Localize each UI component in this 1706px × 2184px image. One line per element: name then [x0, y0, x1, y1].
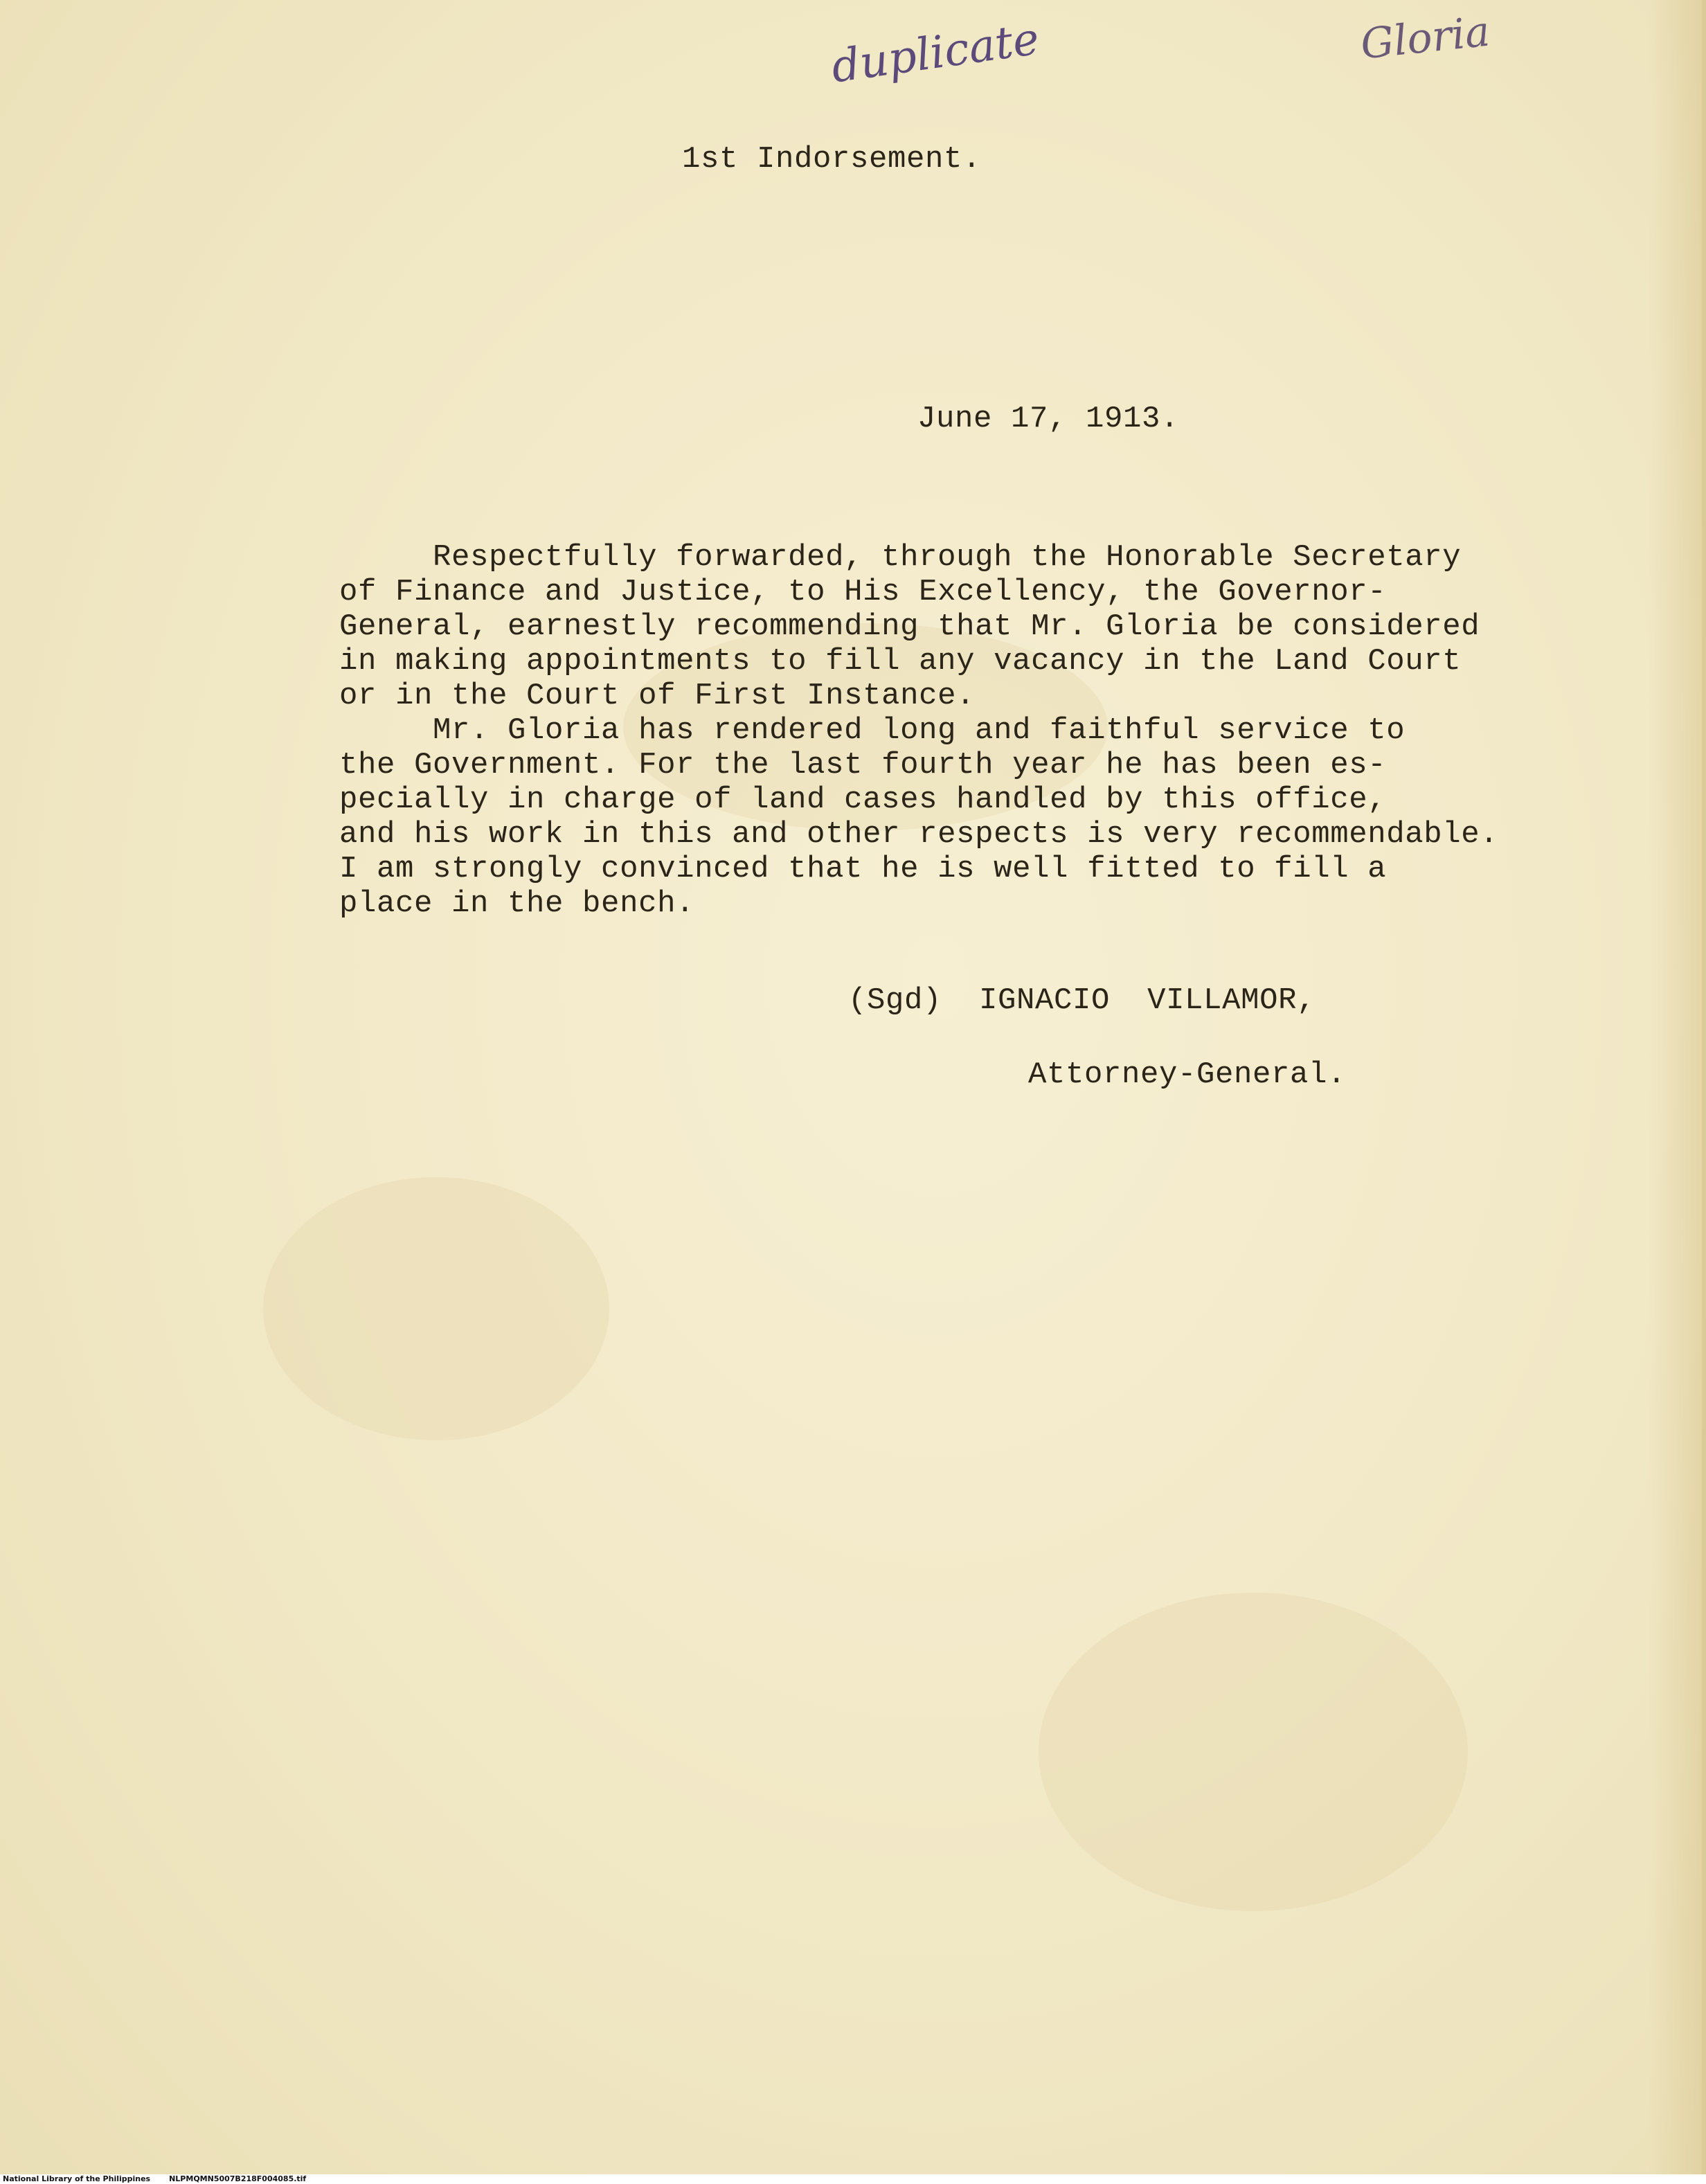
handwritten-annotation-gloria: Gloria [1358, 7, 1493, 69]
archive-footer [0, 2174, 1706, 2184]
body-line: pecially in charge of land cases handled by this office, [339, 782, 1387, 817]
footer-library: National Library of the Philippines [3, 2174, 151, 2183]
body-line: the Government. For the last fourth year he has been es- [339, 748, 1387, 782]
body-line: Mr. Gloria has rendered long and faithful service to [339, 713, 1406, 748]
body-line: in making appointments to fill any vacancy in the Land Court [339, 644, 1462, 679]
indorsement-heading: 1st Indorsement. [682, 142, 982, 177]
paper-stain [1039, 1593, 1468, 1911]
signature-line: (Sgd) IGNACIO VILLAMOR, [848, 983, 1316, 1018]
letter-date: June 17, 1913. [917, 402, 1180, 436]
body-line: of Finance and Justice, to His Excellency, the Governor- [339, 575, 1387, 609]
handwritten-annotation-duplicate: duplicate [828, 13, 1043, 93]
body-line: place in the bench. [339, 886, 695, 921]
body-line: General, earnestly recommending that Mr. Gloria be considered [339, 609, 1480, 644]
body-line: or in the Court of First Instance. [339, 679, 976, 713]
footer-file-id: NLPMQMN5007B218F004085.tif [169, 2174, 307, 2183]
body-line: and his work in this and other respects is very recommendable. [339, 817, 1499, 852]
signatory-title: Attorney-General. [1028, 1057, 1347, 1092]
body-line: Respectfully forwarded, through the Honorable Secretary [339, 540, 1462, 575]
body-line: I am strongly convinced that he is well fitted to fill a [339, 852, 1387, 886]
paper-stain [263, 1177, 609, 1440]
